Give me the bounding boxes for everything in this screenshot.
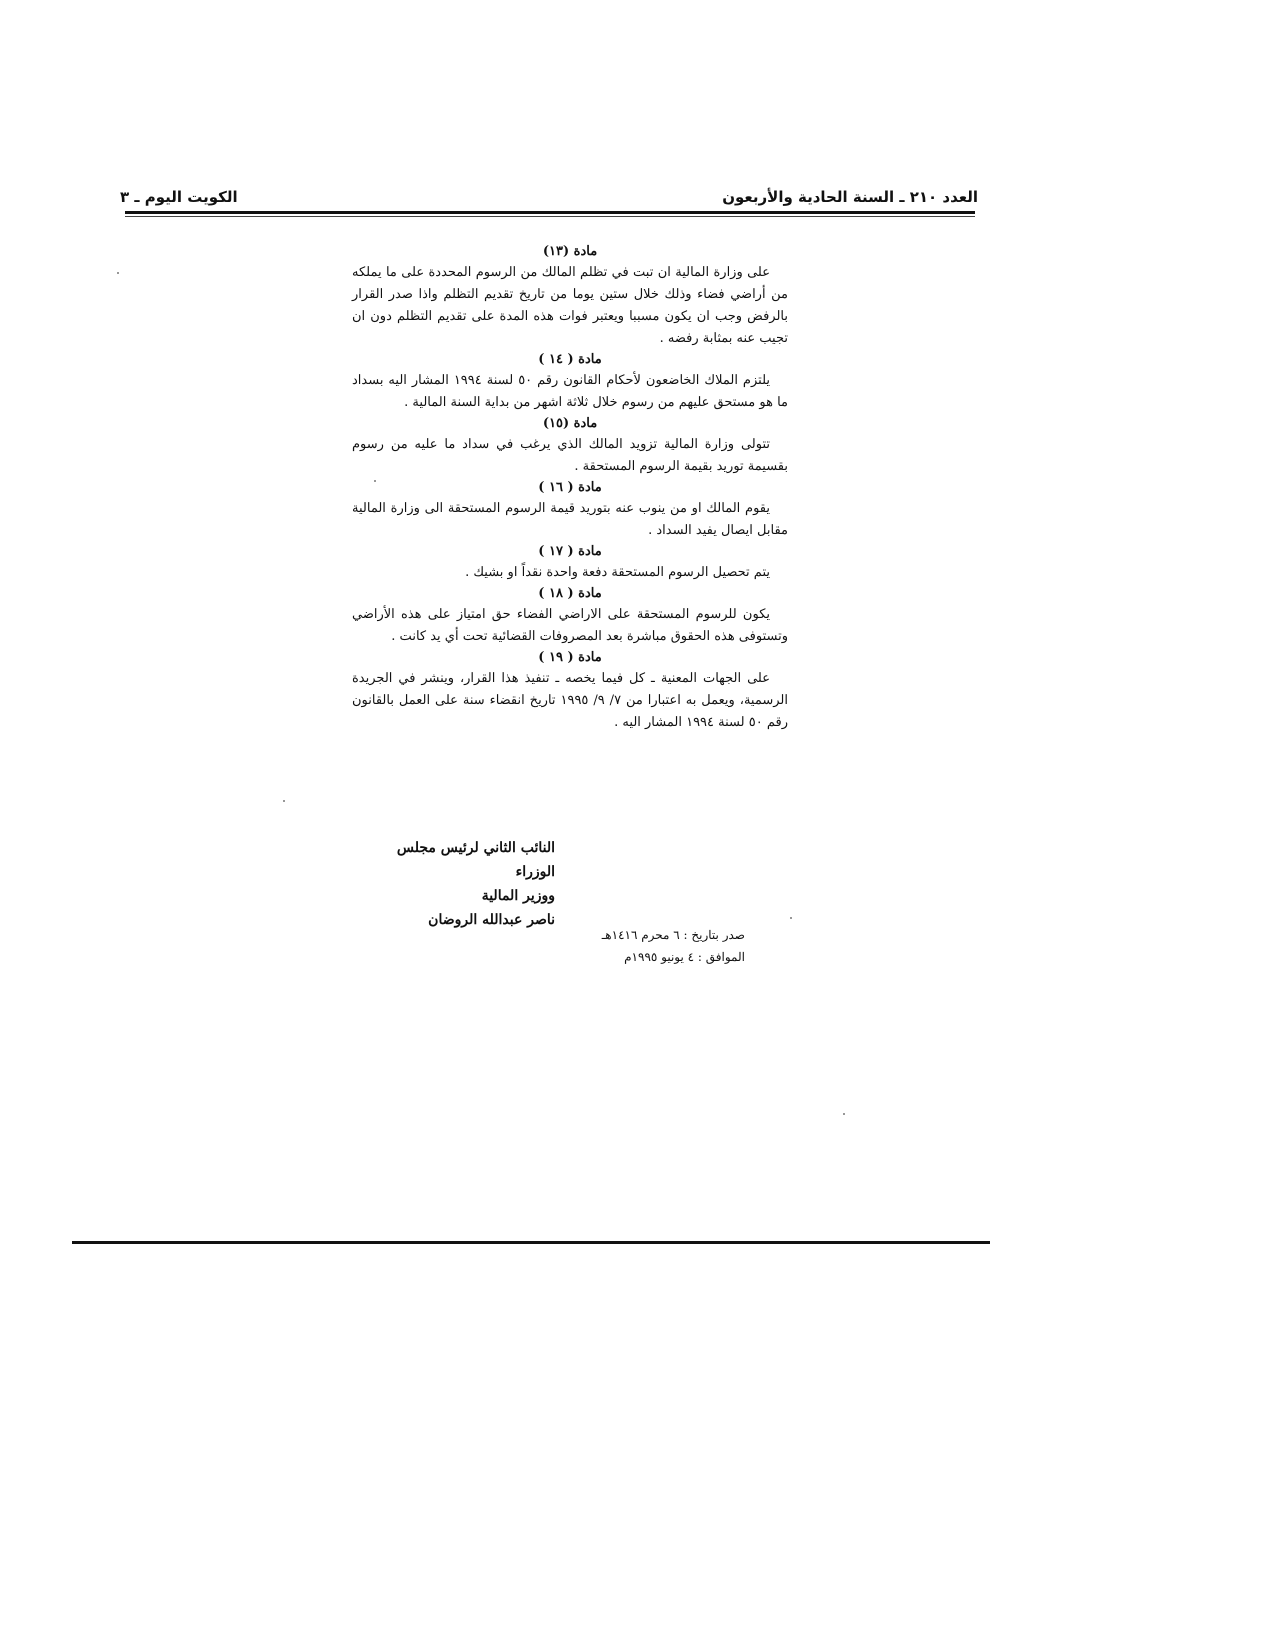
scan-speck <box>790 917 792 919</box>
article-title: مادة ( ١٧ ) <box>538 544 602 559</box>
page-header <box>120 188 978 210</box>
article-text: يتم تحصيل الرسوم المستحقة دفعة واحدة نقداً او بشيك . <box>465 565 770 580</box>
header-divider-thin <box>125 216 975 217</box>
article-title: مادة ( ١٦ ) <box>538 480 602 495</box>
article-17 <box>352 542 788 584</box>
article-text: يقوم المالك او من ينوب عنه بتوريد قيمة الرسوم المستحقة الى وزارة المالية مقابل ايصال يفيد السداد . <box>352 501 788 538</box>
footer-divider <box>72 1241 990 1244</box>
article-title: مادة ( ١٨ ) <box>538 586 602 601</box>
article-text: يكون للرسوم المستحقة على الاراضي الفضاء حق امتياز على هذه الأراضي وتستوفى هذه الحقوق مباشرة بعد المصروفات القضائية تحت أي يد كانت . <box>352 607 788 644</box>
article-title: مادة (١٥) <box>542 416 598 431</box>
articles-body <box>352 242 788 734</box>
article-14 <box>352 350 788 414</box>
article-text: على الجهات المعنية ـ كل فيما يخصه ـ تنفيذ هذا القرار، وينشر في الجريدة الرسمية، ويعمل به اعتبارا من ٧/ ٩/ ١٩٩٥ تاريخ انقضاء سنة على العمل بالقانون رقم ٥٠ لسنة ١٩٩٤ المشار اليه . <box>352 671 789 730</box>
article-text: على وزارة المالية ان تبت في تظلم المالك من الرسوم المحددة على ما يملكه من أراضي فضاء وذلك خلال ستين يوما من تاريخ تقديم التظلم واذا صدر القرار بالرفض وجب ان يكون مسببا ويعتبر فوات هذه المدة على تقديم التظلم دون ان تجيب عنه بمثابة رفضه . <box>352 265 788 346</box>
article-13 <box>352 242 788 350</box>
signatory-position: النائب الثاني لرئيس مجلس الوزراء <box>396 840 555 880</box>
header-issue-label: العدد ٢١٠ ـ السنة الحادية والأربعون <box>722 188 978 206</box>
article-text: تتولى وزارة المالية تزويد المالك الذي يرغب في سداد ما عليه من رسوم بقسيمة توريد بقيمة الرسوم المستحقة . <box>352 437 788 474</box>
article-title: مادة ( ١٩ ) <box>538 650 602 665</box>
scan-speck <box>374 480 376 482</box>
header-page-label: الكويت اليوم ـ ٣ <box>120 188 238 206</box>
scan-speck <box>843 1113 845 1115</box>
scan-speck <box>117 272 119 274</box>
article-18 <box>352 584 788 648</box>
signatory-name: ناصر عبدالله الروضان <box>428 912 555 928</box>
signature-block <box>355 836 555 932</box>
scan-speck <box>283 800 285 802</box>
header-divider <box>125 211 975 214</box>
issue-date-block <box>540 924 745 968</box>
article-title: مادة ( ١٤ ) <box>538 352 602 367</box>
issue-date-gregorian: الموافق : ٤ يونيو ١٩٩٥م <box>624 950 745 964</box>
article-15 <box>352 414 788 478</box>
issue-date-hijri: صدر بتاريخ : ٦ محرم ١٤١٦هـ <box>601 928 745 942</box>
article-19 <box>352 648 788 734</box>
article-title: مادة (١٣) <box>542 244 598 259</box>
article-text: يلتزم الملاك الخاضعون لأحكام القانون رقم ٥٠ لسنة ١٩٩٤ المشار اليه بسداد ما هو مستحق عليهم من رسوم خلال ثلاثة اشهر من بداية السنة المالية . <box>352 373 788 410</box>
signatory-ministry: ووزير المالية <box>481 888 555 904</box>
article-16 <box>352 478 788 542</box>
